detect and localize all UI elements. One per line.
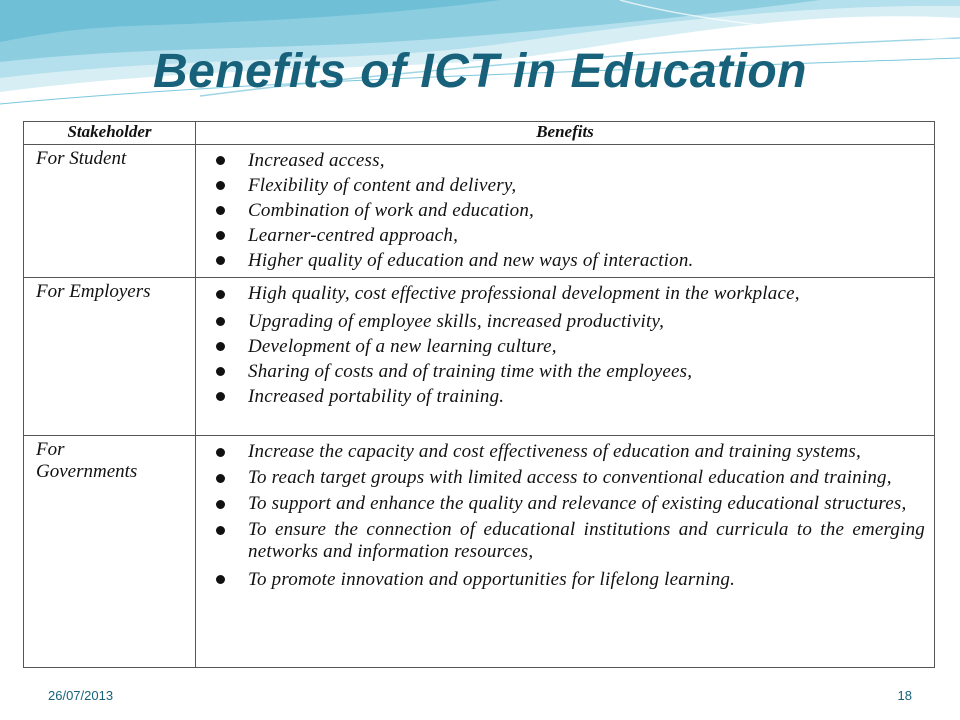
table-row xyxy=(24,145,935,278)
benefit-text: To support and enhance the quality and relevance of existing educational structures, xyxy=(248,493,907,514)
bullet-icon xyxy=(216,283,227,305)
bullet-icon xyxy=(216,467,227,489)
table-row xyxy=(24,436,935,668)
list-item xyxy=(206,359,925,384)
slide-number: 18 xyxy=(897,688,912,703)
benefit-list xyxy=(206,148,925,273)
footer-date: 26/07/2013 xyxy=(48,688,114,703)
benefit-list xyxy=(206,441,925,592)
bullet-icon xyxy=(216,384,227,409)
stakeholder-cell: For Governments xyxy=(24,436,196,668)
bullet-icon xyxy=(216,567,227,592)
table-header-row xyxy=(24,122,935,145)
benefit-text: Sharing of costs and of training time with the employees, xyxy=(248,361,693,382)
list-item xyxy=(206,198,925,223)
benefits-cell xyxy=(196,436,935,668)
slide-title: Benefits of ICT in Education xyxy=(152,45,807,98)
stakeholder-cell: For Employers xyxy=(24,278,196,436)
benefits-cell xyxy=(196,145,935,278)
benefit-text: Increase the capacity and cost effectiveness of education and training systems, xyxy=(248,441,861,462)
list-item xyxy=(206,334,925,359)
bullet-icon xyxy=(216,173,227,198)
bullet-icon xyxy=(216,148,227,173)
benefit-text: Combination of work and education, xyxy=(248,200,534,221)
bullet-icon xyxy=(216,359,227,384)
bullet-icon xyxy=(216,223,227,248)
header-benefits: Benefits xyxy=(196,122,935,145)
benefit-text: Development of a new learning culture, xyxy=(248,336,557,357)
list-item xyxy=(206,309,925,334)
list-item xyxy=(206,493,925,515)
benefits-cell xyxy=(196,278,935,436)
benefit-text: Increased portability of training. xyxy=(248,386,505,407)
list-item xyxy=(206,519,925,563)
list-item xyxy=(206,148,925,173)
bullet-icon xyxy=(216,441,227,463)
list-item xyxy=(206,467,925,489)
header-stakeholder: Stakeholder xyxy=(24,122,196,145)
bullet-icon xyxy=(216,519,227,541)
benefit-text: Upgrading of employee skills, increased productivity, xyxy=(248,311,665,332)
benefit-text: Learner-centred approach, xyxy=(248,225,459,246)
stakeholder-cell: For Student xyxy=(24,145,196,278)
benefit-text: Higher quality of education and new ways of interaction. xyxy=(248,250,694,271)
list-item xyxy=(206,248,925,273)
benefit-list xyxy=(206,283,925,409)
table-row xyxy=(24,278,935,436)
list-item xyxy=(206,441,925,463)
benefit-text: To ensure the connection of educational institutions and curricula to the emerging networks and information resources, xyxy=(248,519,925,562)
benefit-text: Flexibility of content and delivery, xyxy=(248,175,517,196)
bullet-icon xyxy=(216,198,227,223)
benefit-text: To reach target groups with limited access to conventional education and training, xyxy=(248,467,892,488)
list-item xyxy=(206,283,925,305)
bullet-icon xyxy=(216,309,227,334)
bullet-icon xyxy=(216,334,227,359)
benefit-text: High quality, cost effective professional development in the workplace, xyxy=(248,283,800,304)
list-item xyxy=(206,173,925,198)
benefits-table xyxy=(23,121,935,668)
benefit-text: To promote innovation and opportunities for lifelong learning. xyxy=(248,569,736,590)
list-item xyxy=(206,223,925,248)
list-item xyxy=(206,567,925,592)
bullet-icon xyxy=(216,493,227,515)
list-item xyxy=(206,384,925,409)
bullet-icon xyxy=(216,248,227,273)
benefit-text: Increased access, xyxy=(248,150,385,171)
